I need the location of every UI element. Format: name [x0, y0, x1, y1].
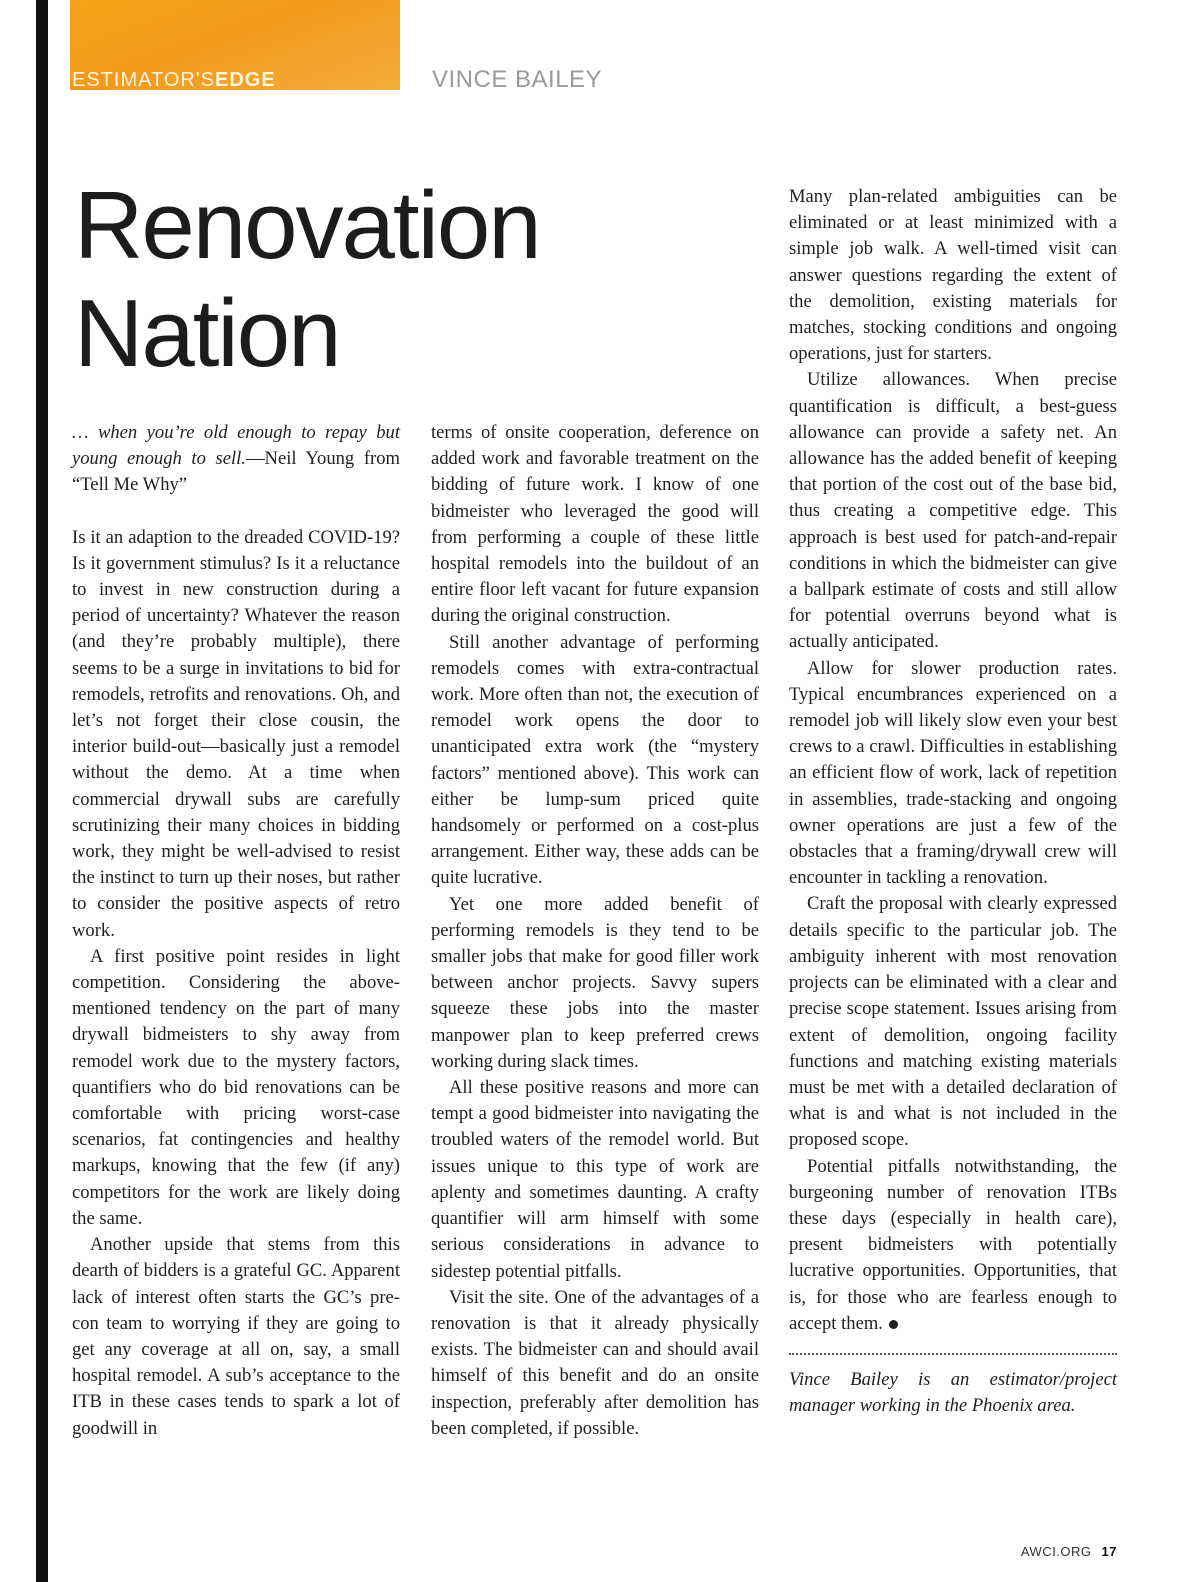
- page-spine: [36, 0, 48, 1582]
- section-header-bar: [70, 0, 400, 90]
- section-label-bold: EDGE: [214, 69, 276, 91]
- paragraph-final: [789, 1154, 1117, 1337]
- article-column-1: [72, 420, 400, 1442]
- footer-site: AWCI.ORG: [1020, 1544, 1092, 1559]
- author-byline: VINCE BAILEY: [432, 66, 603, 93]
- title-line-1: Renovation: [74, 172, 540, 279]
- final-paragraph-text: Potential pitfalls notwithstanding, the burgeoning number of renovation ITBs these days (especially in health care), present bidmeisters with potentially lucrative opportunities. Opportunities, that is, for those who are fearless enough to accept them.: [789, 1155, 1117, 1334]
- epigraph-attribution: —Neil Young from “Tell Me Why”: [72, 448, 400, 496]
- bio-divider: [789, 1353, 1117, 1355]
- title-line-2: Nation: [74, 280, 340, 387]
- paragraph: Still another advantage of performing remodels comes with extra-contractual work. More often than not, the execution of remodel work opens the door to unanticipated extra work (the “mystery factors” mentioned above). This work can either be lump-sum priced quite handsomely or performed on a cost-plus arrangement. Either way, these adds can be quite lucrative.: [431, 631, 759, 889]
- paragraph: All these positive reasons and more can tempt a good bidmeister into navigating the troubled waters of the remodel world. But issues unique to this type of work are aplenty and sometimes daunting. A crafty quantifier will arm himself with some serious considerations in advance to sidestep potential pitfalls.: [431, 1077, 759, 1282]
- epigraph-quote: … when you’re old enough to repay but young enough to sell.: [72, 422, 400, 470]
- author-bio: Vince Bailey is an estimator/project manager working in the Phoenix area.: [789, 1368, 1117, 1417]
- paragraph: A first positive point resides in light competition. Considering the above-mentioned tendency on the part of many drywall bidmeisters to shy away from remodel work due to the mystery factors, quantifiers who do bid renovations can be comfortable with pricing worst-case scenarios, fat contingencies and healthy markups, knowing that the few (if any) competitors for the work are likely doing the same.: [72, 945, 400, 1229]
- paragraph: Utilize allowances. When precise quantification is difficult, a best-guess allowance can provide a safety net. An allowance has the added benefit of keeping that portion of the cost out of the base bid, thus creating a competitive edge. This approach is best used for patch-and-repair conditions in which the bidmeister can give a ballpark estimate of costs and still allow for potential overruns beyond what is actually anticipated.: [789, 369, 1117, 653]
- article-column-3: [789, 184, 1117, 1419]
- end-mark-icon: [889, 1320, 898, 1329]
- section-label-light: ESTIMATOR'S: [72, 69, 215, 91]
- paragraph: Yet one more added benefit of performing remodels is they tend to be smaller jobs that make for good filler work between anchor projects. Savvy supers squeeze these jobs into the master manpower plan to keep preferred crews working during slack times.: [431, 893, 759, 1072]
- paragraph: terms of onsite cooperation, deference on added work and favorable treatment on the bidding of future work. I know of one bidmeister who leveraged the good will from performing a couple of these little hospital remodels into the buildout of an entire floor left vacant for future expansion during the original construction.: [431, 422, 759, 627]
- page-footer: [1021, 1544, 1117, 1559]
- article-column-2: [431, 420, 759, 1442]
- epigraph: [72, 420, 400, 499]
- paragraph: Many plan-related ambiguities can be eliminated or at least minimized with a simple job walk. A well-timed visit can answer questions regarding the extent of the demolition, existing materials for matches, stocking conditions and ongoing operations, just for starters.: [789, 186, 1117, 365]
- page-number: 17: [1101, 1544, 1117, 1559]
- paragraph: Visit the site. One of the advantages of a renovation is that it already physically exists. The bidmeister can and should avail himself of this benefit and do an onsite inspection, preferably after demolition has been completed, if possible.: [431, 1286, 759, 1439]
- paragraph: Craft the proposal with clearly expressed details specific to the particular job. The ambiguity inherent with most renovation projects can be eliminated with a clear and precise scope statement. Issues arising from extent of demolition, ongoing facility functions and matching existing materials must be met with a detailed declaration of what is and what is not included in the proposed scope.: [789, 893, 1117, 1151]
- paragraph: Another upside that stems from this dearth of bidders is a grateful GC. Apparent lack of interest often starts the GC’s pre-con team to worrying if they are going to get any coverage at all on, say, a small hospital remodel. A sub’s acceptance to the ITB in these cases tends to spark a lot of goodwill in: [72, 1234, 400, 1439]
- paragraph: Is it an adaption to the dreaded COVID-19? Is it government stimulus? Is it a reluctance to invest in new construction during a period of uncertainty? Whatever the reason (and they’re probably multiple), there seems to be a surge in invitations to bid for remodels, retrofits and renovations. Oh, and let’s not forget their close cousin, the interior build-out—basically just a remodel without the demo. At a time when commercial drywall subs are carefully scrutinizing their many choices in bidding work, they might be well-advised to resist the instinct to turn up their noses, but rather to consider the positive aspects of retro work.: [72, 526, 400, 941]
- page-title: [74, 172, 594, 388]
- paragraph: Allow for slower production rates. Typical encumbrances experienced on a remodel job will likely slow even your best crews to a crawl. Difficulties in establishing an efficient flow of work, lack of repetition in assemblies, trade-stacking and ongoing owner operations are just a few of the obstacles that a framing/drywall crew will encounter in tackling a renovation.: [789, 657, 1117, 889]
- section-label: [72, 70, 276, 90]
